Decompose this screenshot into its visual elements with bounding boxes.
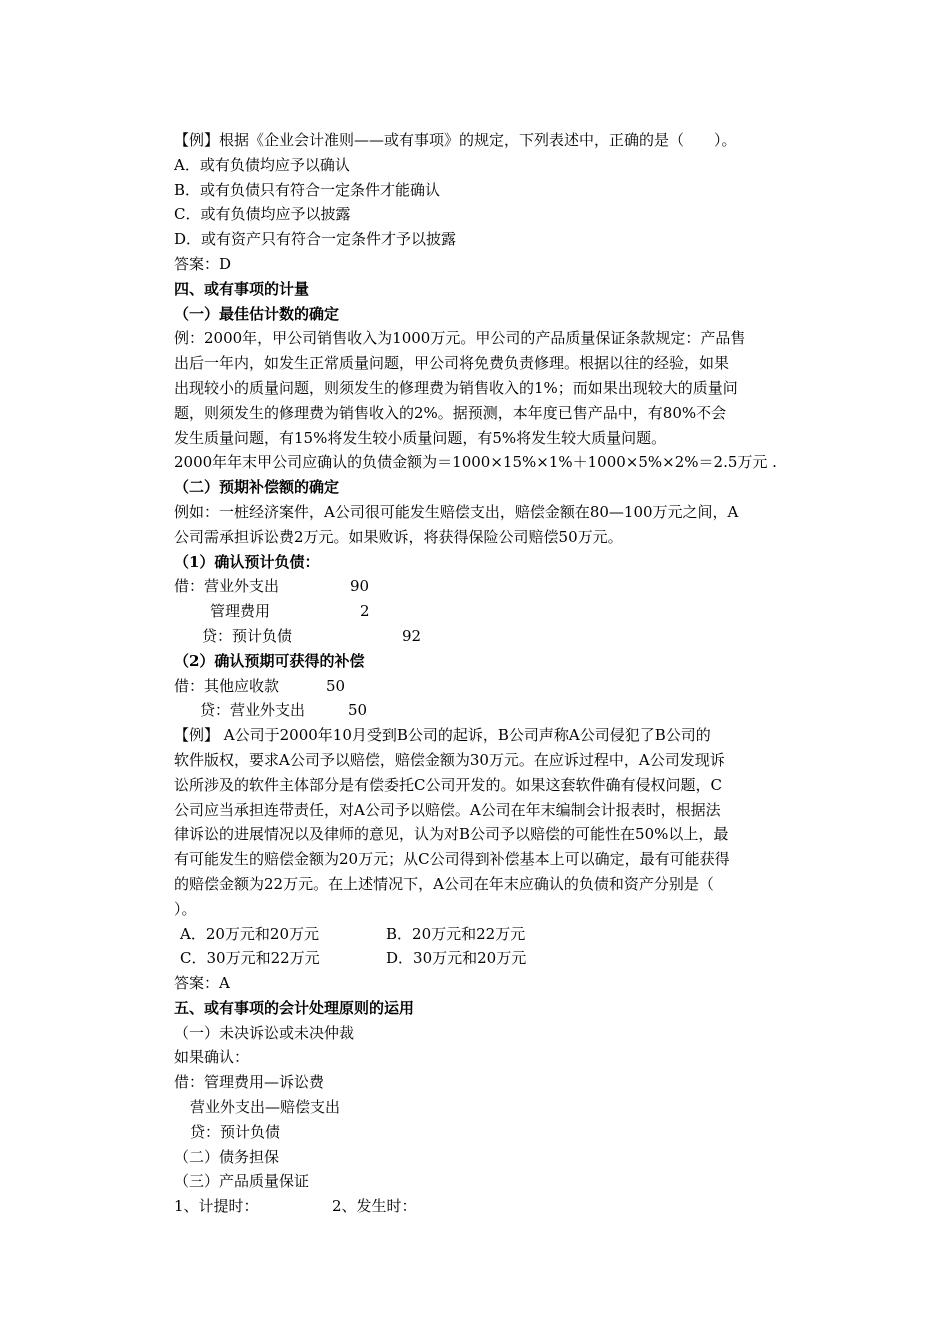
q1-option-d: D．或有资产只有符合一定条件才予以披露 bbox=[174, 230, 457, 249]
q1-stem: 【例】根据《企业会计准则——或有事项》的规定，下列表述中，正确的是（ ）。 bbox=[174, 131, 737, 149]
q1-option-c: C．或有负债均应予以披露 bbox=[174, 205, 351, 224]
entry-account: 管理费用 bbox=[210, 602, 271, 621]
entry-amount: 50 bbox=[348, 701, 368, 720]
entry2-row bbox=[174, 674, 814, 699]
example1-line: 发生质量问题，有15%将发生较小质量问题，有5%将发生较大质量问题。 bbox=[174, 428, 667, 447]
entry1-title: （1）确认预计负债： bbox=[174, 552, 320, 571]
entry-amount: 92 bbox=[402, 626, 422, 645]
entry-account: 借：其他应收款 bbox=[174, 676, 280, 695]
q1-option-b: B．或有负债只有符合一定条件才能确认 bbox=[174, 180, 441, 199]
example2-line: 公司需承担诉讼费2万元。如果败诉，将获得保险公司赔偿50万元。 bbox=[174, 527, 623, 546]
q1-answer: 答案：D bbox=[174, 254, 232, 273]
example1-line: 题，则须发生的修理费为销售收入的2%。据预测，本年度已售产品中，有80%不会 bbox=[174, 403, 727, 422]
q2-answer: 答案：A bbox=[174, 974, 230, 993]
q2-stem-line: 软件版权，要求A公司予以赔偿，赔偿金额为30万元。在应诉过程中，A公司发现诉 bbox=[174, 750, 725, 769]
entry2-title: （2）确认预期可获得的补偿 bbox=[174, 651, 365, 670]
entry-amount: 50 bbox=[326, 676, 346, 695]
entry2-row bbox=[174, 698, 814, 723]
entry1-row bbox=[174, 574, 814, 599]
s5-entry-line: 借：管理费用—诉讼费 bbox=[174, 1073, 325, 1092]
q2-options-row bbox=[174, 922, 814, 947]
s5-entry-line: 营业外支出—赔偿支出 bbox=[190, 1098, 341, 1117]
q1-option-a: A．或有负债均应予以确认 bbox=[174, 155, 350, 174]
section-4-sub2: （二）预期补偿额的确定 bbox=[174, 478, 340, 497]
section-5-sub3: （三）产品质量保证 bbox=[174, 1172, 310, 1191]
section-4-sub1: （一）最佳估计数的确定 bbox=[174, 304, 340, 323]
q2-stem-line: 公司应当承担连带责任，对A公司予以赔偿。A公司在年末编制会计报表时，根据法 bbox=[174, 800, 721, 819]
q2-stem-line: 的赔偿金额为22万元。在上述情况下，A公司在年末应确认的负债和资产分别是（ bbox=[174, 874, 714, 893]
document-page bbox=[174, 128, 814, 1219]
q2-options-row bbox=[174, 946, 814, 971]
example1-calc: 2000年年末甲公司应确认的负债金额为＝1000×15%×1%＋1000×5%×2%＝2.5万元 . bbox=[174, 453, 777, 472]
entry-amount: 2 bbox=[360, 602, 370, 621]
example1-line: 出现较小的质量问题，则须发生的修理费为销售收入的1%；而如果出现较大的质量问 bbox=[174, 378, 738, 397]
q2-stem-line: ）。 bbox=[174, 899, 197, 918]
entry1-row bbox=[174, 624, 814, 649]
q2-option-c: C．30万元和22万元 bbox=[180, 949, 320, 968]
accrual-label: 1、计提时： bbox=[174, 1197, 259, 1216]
example2-line: 例如：一桩经济案件，A公司很可能发生赔偿支出，赔偿金额在80—100万元之间，A bbox=[174, 502, 739, 521]
example1-line: 例：2000年，甲公司销售收入为1000万元。甲公司的产品质量保证条款规定：产品售 bbox=[174, 329, 746, 348]
section-4-heading: 四、或有事项的计量 bbox=[174, 279, 310, 298]
q2-stem-line: 有可能发生的赔偿金额为20万元；从C公司得到补偿基本上可以确定，最有可能获得 bbox=[174, 850, 730, 869]
occurrence-label: 2、发生时： bbox=[332, 1197, 417, 1216]
if-confirm: 如果确认： bbox=[174, 1048, 250, 1067]
section-5-sub2: （二）债务担保 bbox=[174, 1147, 280, 1166]
s5-entry-line: 贷：预计负债 bbox=[190, 1122, 281, 1141]
entry-account: 贷：预计负债 bbox=[202, 626, 293, 645]
section-5-heading: 五、或有事项的会计处理原则的运用 bbox=[174, 998, 415, 1017]
q2-stem-line: 律诉讼的进展情况以及律师的意见，认为对B公司予以赔偿的可能性在50%以上，最 bbox=[174, 825, 729, 844]
entry1-row bbox=[174, 599, 814, 624]
s5-last-row bbox=[174, 1194, 814, 1219]
q2-option-a: A．20万元和20万元 bbox=[180, 924, 320, 943]
section-5-sub1: （一）未决诉讼或未决仲裁 bbox=[174, 1023, 355, 1042]
q2-stem-line: 【例】 A公司于2000年10月受到B公司的起诉，B公司声称A公司侵犯了B公司的 bbox=[174, 726, 711, 745]
entry-amount: 90 bbox=[350, 577, 370, 596]
entry-account: 贷：营业外支出 bbox=[200, 701, 306, 720]
q2-stem-line: 讼所涉及的软件主体部分是有偿委托C公司开发的。如果这套软件确有侵权问题，C bbox=[174, 775, 722, 794]
q2-option-b: B．20万元和22万元 bbox=[386, 924, 526, 943]
entry-account: 借：营业外支出 bbox=[174, 577, 280, 596]
example1-line: 出后一年内，如发生正常质量问题，甲公司将免费负责修理。根据以往的经验，如果 bbox=[174, 354, 730, 373]
q2-option-d: D．30万元和20万元 bbox=[386, 949, 527, 968]
